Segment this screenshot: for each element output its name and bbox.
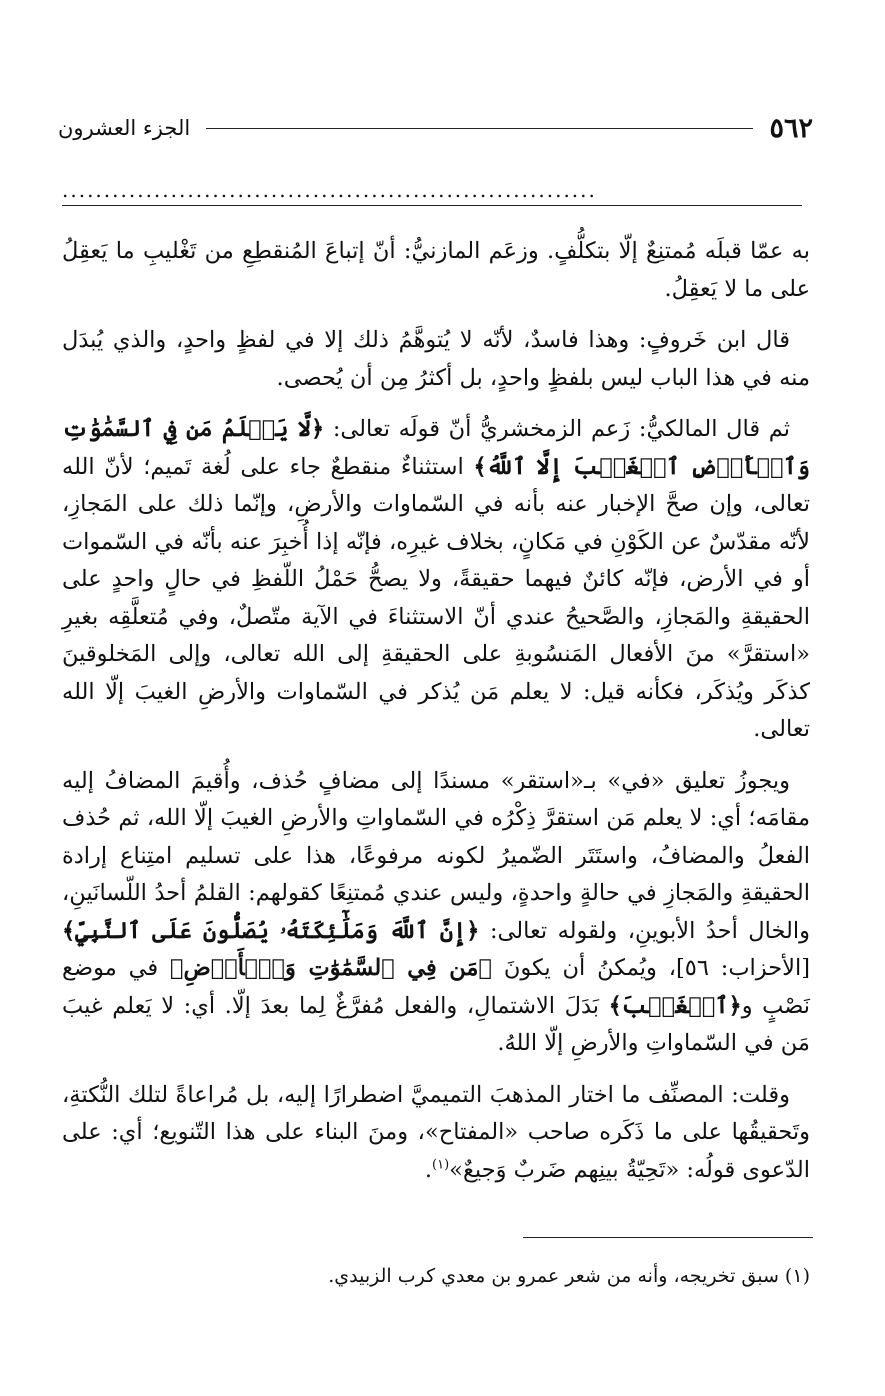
quran-verse: ﴿إِنَّ ٱللَّهَ وَمَلَٰٓئِكَتَهُۥ يُصَلُّونَ عَلَى ٱلنَّبِيِّ﴾ xyxy=(62,917,480,944)
quran-verse: ﴿مَن فِي ٱلسَّمَٰوَٰتِ وَٱلۡأَرۡضِ﴾ xyxy=(169,955,492,981)
page-number: ٥٦٢ xyxy=(769,112,813,144)
main-text xyxy=(62,233,810,1203)
footnote-reference[interactable]: (١) xyxy=(432,1157,450,1172)
text-top-rule xyxy=(62,205,802,206)
page-header xyxy=(58,108,813,148)
quran-verse: ﴿ٱلۡغَيۡبَ﴾ xyxy=(608,992,742,1019)
paragraph-3: ثم قال المالكيُّ: زَعم الزمخشريُّ أنّ قولَه تعالى: ﴿لَّا يَعۡلَمُ مَن فِي ٱلسَّمَٰوَٰتِ وَٱلۡأَرۡضِ ٱلۡغَيۡبَ إِلَّا ٱللَّهُ﴾ استثناءٌ منقطعٌ جاء على لُغة تَميم؛ لأنّ الله تعالى، وإن صحَّ الإخبار عنه بأنه في السّماوات والأرضِ، وإنّما ذلك على المَجازِ، لأنّه مقدّسٌ عن الكَوْنِ في مَكانٍ، بخلاف غيرِه، فإنّه إذا أُخبِرَ عنه بأنّه في السّموات أو في الأرض، فإنّه كائنٌ فيهما حقيقةً، ولا يصحُّ حَمْلُ اللّفظِ في حالٍ واحدٍ على الحقيقةِ والمَجازِ، والصَّحيحُ عندي أنّ الاستثناءَ في الآية متّصلٌ، وفي مُتعلَّقِه بغيرِ «استقرَّ» منَ الأفعال المَنسُوبةِ على الحقيقةِ إلى الله تعالى، وإلى المَخلوقينَ كذكَر ويُذكَر، فكأنه قيل: لا يعلم مَن يُذكر في السّماوات والأرضِ الغيبَ إلّا الله تعالى. xyxy=(62,416,810,742)
header-rule xyxy=(206,128,753,129)
paragraph-1: به عمّا قبلَه مُمتنِعٌ إلّا بتكلُّفٍ. وزعَم المازنيُّ: أنّ إتباعَ المُنقطِعِ من تَغْليبِ ما يَعقِلُ على ما لا يَعقِلُ. xyxy=(62,238,810,302)
quran-verse: ﴿لَّا يَعۡلَمُ مَن فِي ٱلسَّمَٰوَٰتِ وَٱلۡأَرۡضِ ٱلۡغَيۡبَ إِلَّا ٱللَّهُ﴾ xyxy=(62,416,810,480)
paragraph-2: قال ابن خَروفٍ: وهذا فاسدٌ، لأنّه لا يُتوهَّمُ ذلك إلا في لفظٍ واحدٍ، والذي يُبدَل منه في هذا الباب ليس بلفظٍ واحدٍ، بل أكثرُ مِن أن يُحصى. xyxy=(62,327,810,391)
paragraph-5: وقلت: المصنِّف ما اختار المذهبَ التميميَّ اضطرارًا إليه، بل مُراعاةً لتلك النُّكتةِ، وتَحقيقُها على ما ذَكَره صاحب «المفتاح»، ومنَ البناء على هذا التّنويع؛ أي: على الدّعوى قولُه: «تَحِيّةُ بينِهم ضَربٌ وَجيعٌ»$^{(١)}$. xyxy=(62,1081,810,1183)
paragraph-4: ويجوزُ تعليق «في» بـ«استقر» مسندًا إلى مضافٍ حُذف، وأُقيمَ المضافُ إليه مقامَه؛ أي: لا يعلم مَن استقرَّ ذِكْرُه في السّماواتِ والأرضِ الغيبَ إلّا الله، ثم حُذف الفعلُ والمضافُ، واستَتَر الضّميرُ لكونه مرفوعًا، هذا على تسليم امتِناع إرادة الحقيقةِ والمَجازِ في حالةٍ واحدةٍ، وليس عندي مُمتنِعًا كقولهم: القلمُ أحدُ اللّسانَينِ، والخال أحدُ الأبوينِ، ولقوله تعالى: ﴿إِنَّ ٱللَّهَ وَمَلَٰٓئِكَتَهُۥ يُصَلُّونَ عَلَى ٱلنَّبِيِّ﴾ [الأحزاب: ٥٦]، ويُمكنُ أن يكونَ ﴿مَن فِي ٱلسَّمَٰوَٰتِ وَٱلۡأَرۡضِ﴾ في موضع نَصْبٍ و﴿ٱلۡغَيۡبَ﴾ بَدَلَ الاشتمالِ، والفعل مُفرَّغٌ لِما بعدَ إلّا. أي: لا يَعلم غيبَ مَن في السّماواتِ والأرضِ إلّا اللهُ. xyxy=(62,767,811,1056)
footnote: (١) سبق تخريجه، وأنه من شعر عمرو بن معدي كرب الزبيدي. xyxy=(328,1265,810,1287)
running-title: الجزء العشرون xyxy=(58,116,191,140)
footnote-rule xyxy=(523,1237,813,1238)
dotted-separator: ................................................................ xyxy=(62,178,597,198)
